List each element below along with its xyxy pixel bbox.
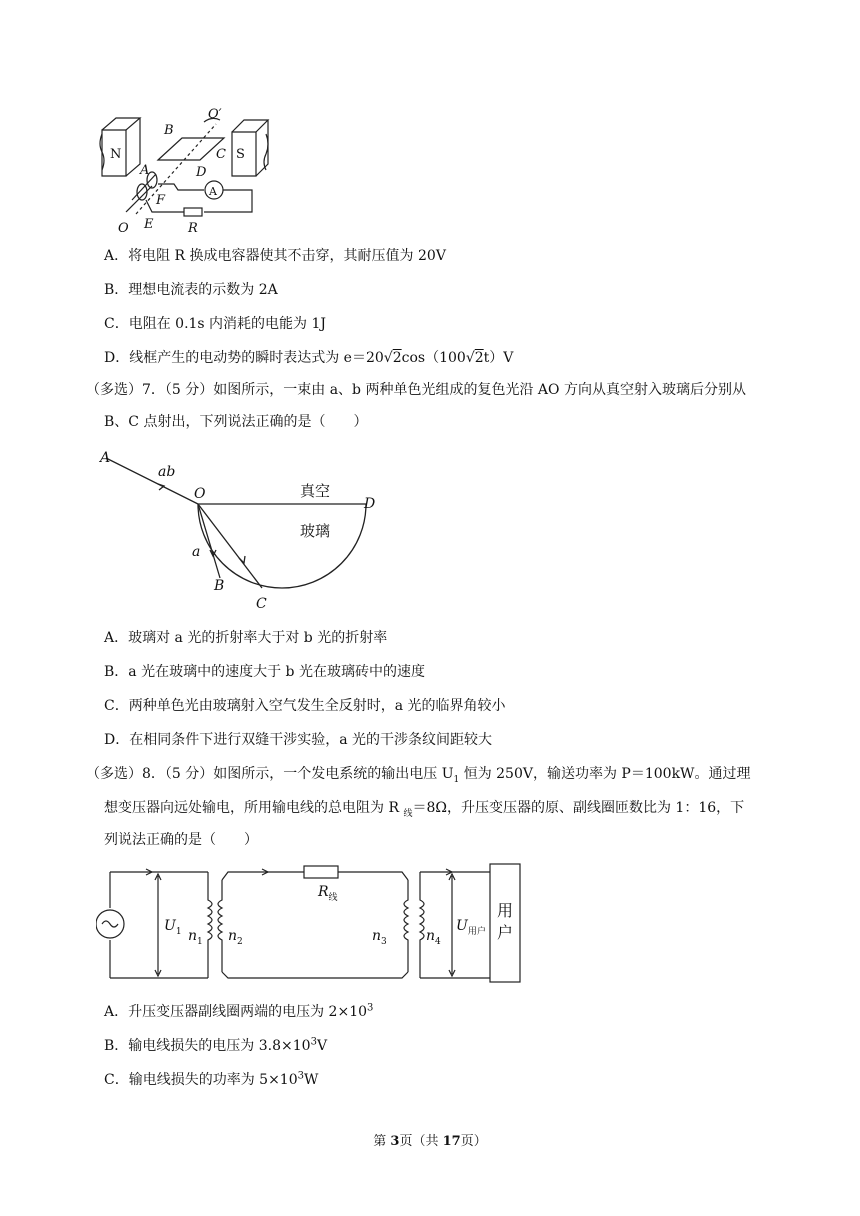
q7-stem-line2: B、C 点射出，下列说法正确的是（ ） — [104, 414, 368, 430]
q6-option-d-mid: cos（100 — [401, 350, 466, 366]
u-user-sub: 用户 — [467, 927, 486, 937]
point-d-label: D — [196, 165, 207, 180]
q8-option-c-tail: W — [304, 1072, 319, 1088]
ab-label: ab — [158, 464, 176, 480]
footer-pre: 第 — [373, 1134, 391, 1149]
u-user-label — [456, 918, 486, 937]
q6-option-b: B．理想电流表的示数为 2A — [104, 282, 278, 298]
page-footer — [0, 1130, 860, 1149]
q7-option-a: A．玻璃对 a 光的折射率大于对 b 光的折射率 — [104, 630, 388, 646]
q8-option-b-text: B．输电线损失的电压为 3.8×10 — [104, 1038, 311, 1054]
q8-option-c-sup: 3 — [297, 1070, 304, 1082]
u1-text: U — [164, 918, 176, 934]
q8-stem-line2-a: 想变压器向远处输电，所用输电线的总电阻为 R — [104, 800, 404, 816]
ray-a-point-label: A — [100, 450, 111, 466]
q8-option-b-sup: 3 — [310, 1036, 317, 1048]
q8-option-a-text: A．升压变压器副线圈两端的电压为 2×10 — [104, 1004, 368, 1020]
footer-total-pages: 17 — [442, 1134, 461, 1149]
refraction-figure — [96, 446, 386, 616]
n-label: N — [110, 147, 122, 162]
point-b-label: B — [164, 123, 174, 138]
n1-label — [188, 928, 203, 947]
point-c-label: C — [216, 147, 226, 162]
q7-option-c: C．两种单色光由玻璃射入空气发生全反射时，a 光的临界角较小 — [104, 698, 506, 714]
q8-option-b-tail: V — [316, 1038, 328, 1054]
q8-stem-line2-b: ＝8Ω，升压变压器的原、副线圈匝数比为 1：16，下 — [412, 800, 745, 816]
n2-text: n — [228, 928, 238, 944]
q8-stem-line3: 列说法正确的是（ ） — [104, 832, 258, 848]
n3-text: n — [372, 928, 382, 944]
glass-label: 玻璃 — [300, 522, 331, 540]
q7-option-b: B．a 光在玻璃中的速度大于 b 光在玻璃砖中的速度 — [104, 664, 425, 680]
r-text: R — [318, 884, 329, 900]
q6-option-d-prefix: D．线框产生的电动势的瞬时表达式为 e＝20 — [104, 350, 384, 366]
user-char-1: 用 — [497, 901, 514, 920]
q7-stem-line1: （多选）7．（5 分）如图所示，一束由 a、b 两种单色光组成的复色光沿 AO 方向从真空射入玻璃后分别从 — [86, 382, 746, 398]
n1-sub: 1 — [197, 937, 203, 947]
n3-sub: 3 — [381, 937, 387, 947]
q8-stem-line2 — [104, 798, 744, 818]
point-a-label: A — [140, 163, 150, 178]
q6-option-d-suffix: t）V — [483, 350, 514, 366]
b-label: B — [214, 578, 225, 594]
n2-sub: 2 — [237, 937, 243, 947]
footer-post: 页） — [460, 1134, 487, 1149]
q6-option-a: A．将电阻 R 换成电容器使其不击穿，其耐压值为 20V — [104, 248, 446, 264]
q8-stem-line1-b: 恒为 250V，输送功率为 P＝100kW。通过理 — [459, 766, 751, 782]
d-label: D — [364, 496, 376, 512]
c-label: C — [256, 596, 267, 612]
transmission-circuit-figure — [96, 860, 526, 986]
n1-text: n — [188, 928, 198, 944]
q6-option-c: C．电阻在 0.1s 内消耗的电能为 1J — [104, 316, 327, 332]
u1-label — [164, 918, 182, 937]
r-line-label — [317, 884, 338, 903]
q8-option-c-text: C．输电线损失的功率为 5×10 — [104, 1072, 298, 1088]
n2-label — [228, 928, 243, 947]
ammeter-label: A — [209, 185, 217, 198]
u1-sub: 1 — [175, 927, 182, 937]
n4-text: n — [426, 928, 436, 944]
q8-stem-line1 — [86, 764, 750, 784]
q7-option-d: D．在相同条件下进行双缝干涉实验，a 光的干涉条纹间距较大 — [104, 732, 493, 748]
a-ray-label: a — [192, 544, 201, 560]
q8-option-b — [104, 1036, 327, 1056]
q6-option-d-sqrt1: 2 — [392, 350, 402, 366]
point-f-label: F — [156, 193, 166, 208]
user-char-2: 户 — [497, 923, 514, 942]
resistor-label: R — [188, 221, 198, 236]
n3-label — [372, 928, 387, 947]
point-o-label: O — [118, 221, 129, 236]
q8-option-a — [104, 1002, 373, 1022]
generator-figure — [96, 104, 276, 238]
r-sub: 线 — [328, 893, 338, 903]
q8-option-a-sup: 3 — [367, 1002, 374, 1014]
point-e-label: E — [144, 217, 154, 232]
u-user-text: U — [456, 918, 468, 934]
point-o-prime-label: O′ — [208, 107, 222, 122]
n4-label — [426, 928, 441, 947]
vacuum-label: 真空 — [300, 482, 331, 500]
s-label: S — [236, 147, 245, 162]
q6-option-d-sqrt2: 2 — [474, 350, 484, 366]
q8-stem-line2-sub: 线 — [403, 808, 413, 819]
q8-stem-line1-a: （多选）8．（5 分）如图所示，一个发电系统的输出电压 U — [86, 766, 454, 782]
o-label: O — [194, 486, 206, 502]
footer-mid: 页（共 — [399, 1134, 443, 1149]
q8-stem-line1-sub: 1 — [453, 774, 460, 785]
q6-option-d: D．线框产生的电动势的瞬时表达式为 e＝20√2cos（100√2t）V — [104, 350, 514, 366]
n4-sub: 4 — [435, 937, 441, 947]
q8-option-c — [104, 1070, 318, 1090]
footer-page-number: 3 — [390, 1134, 400, 1149]
